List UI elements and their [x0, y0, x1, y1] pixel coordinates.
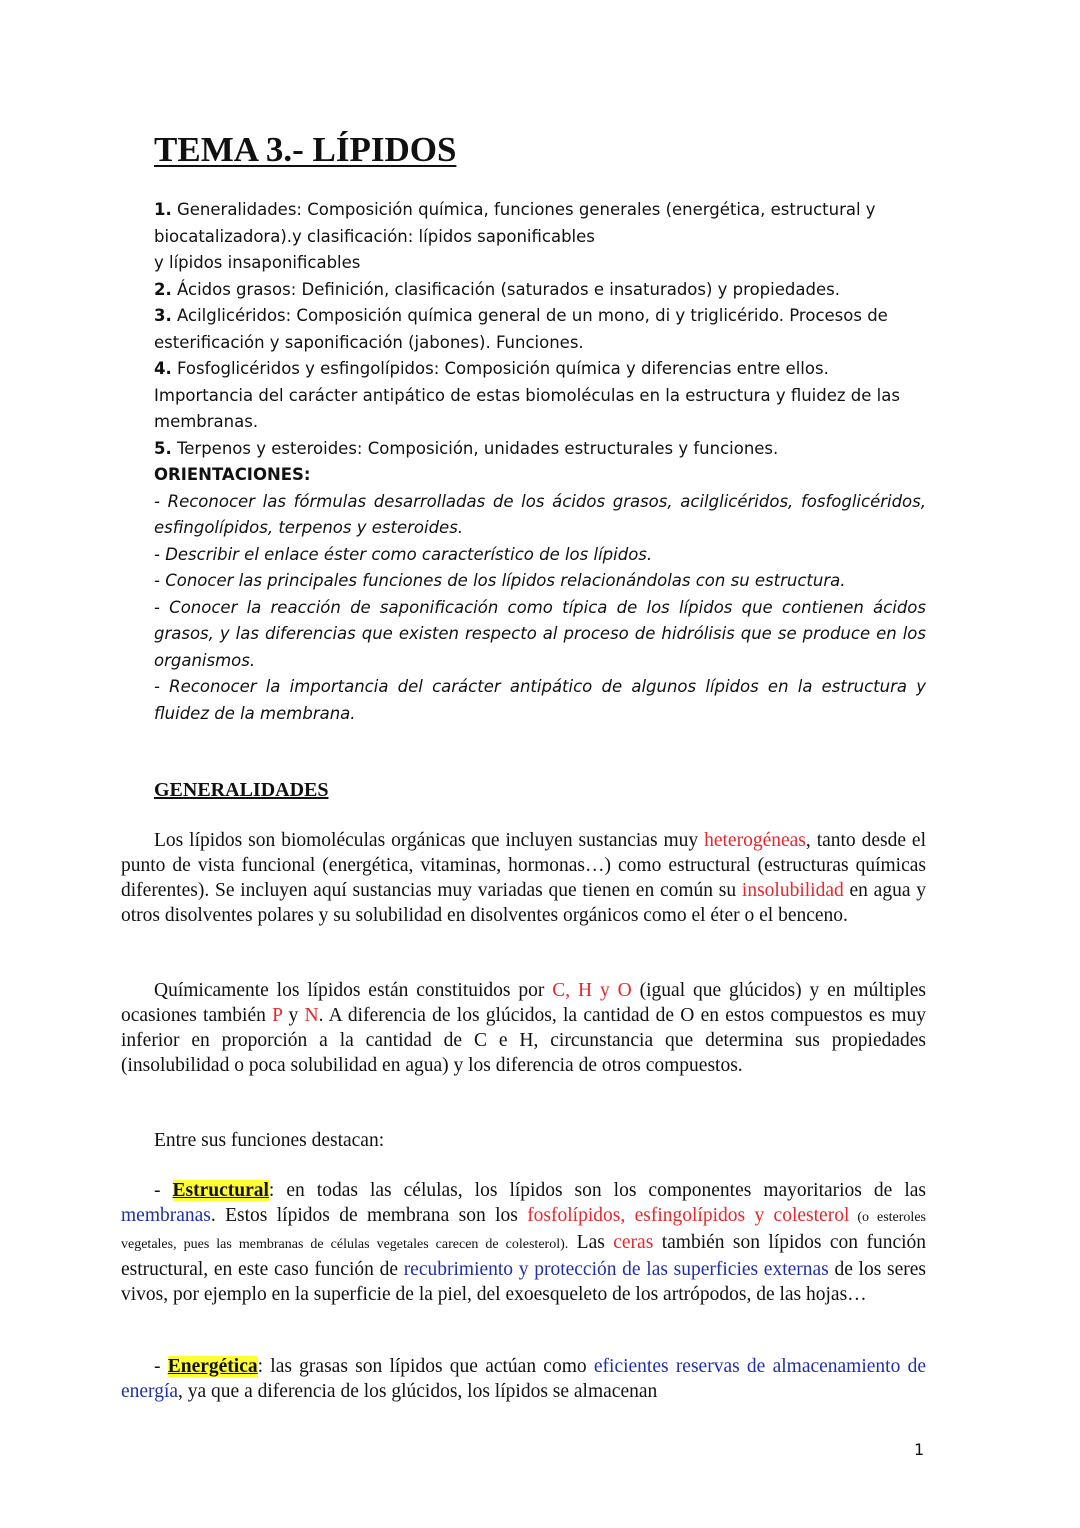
highlight-term: ceras [613, 1232, 654, 1253]
item-number: 1. [154, 200, 172, 219]
page-title: TEMA 3.- LÍPIDOS [154, 130, 457, 169]
syllabus-item [154, 303, 926, 356]
highlighted-term: Estructural [172, 1180, 269, 1201]
highlight-term: heterogéneas [704, 830, 806, 851]
highlight-term: C, H y O [552, 980, 632, 1001]
item-text: y lípidos insaponificables [154, 253, 361, 272]
text-run: y [282, 1005, 305, 1026]
item-text: Acilglicéridos: Composición química general de un mono, di y triglicérido. Procesos de esterificación y saponificación (jabones). Funciones. [154, 306, 888, 352]
page-number: 1 [914, 1440, 925, 1459]
highlight-term: P [272, 1005, 283, 1026]
highlighted-term: Energética [167, 1356, 258, 1377]
highlight-term: eficientes reservas de almacenamiento de energía [121, 1356, 926, 1402]
item-text: Fosfoglicéridos y esfingolípidos: Composición química y diferencias entre ellos. Importancia del carácter antipático de estas biomoléculas en la estructura y fluidez de las membranas. [154, 359, 900, 431]
highlight-term: recubrimiento y protección de las superficies externas [403, 1259, 829, 1280]
item-text: Terpenos y esteroides: Composición, unidades estructurales y funciones. [171, 438, 779, 458]
orientations-heading: ORIENTACIONES: [154, 465, 311, 484]
item-number: 4. [154, 359, 172, 378]
orientation-item: - Describir el enlace éster como característico de los lípidos. [154, 544, 653, 564]
text-run: , tanto desde el punto de vista funcional (energética, vitaminas, hormonas…) como estructural (estructuras químicas diferentes). Se incluyen aquí sustancias muy variadas que tienen en común su [121, 830, 926, 901]
syllabus-item [154, 436, 926, 463]
paragraph-definition [121, 828, 926, 928]
syllabus-item [154, 356, 926, 436]
text-run: : las grasas son lípidos que actúan como [257, 1356, 594, 1377]
text-run: . Estos lípidos de membrana son los [210, 1205, 528, 1226]
text-run: también son lípidos con función estructural, en este caso función de [121, 1232, 927, 1280]
bullet-dash: - [154, 1180, 173, 1201]
text-run: : en todas las células, los lípidos son los componentes mayoritarios de las [268, 1180, 926, 1201]
text-run: . A diferencia de los glúcidos, la cantidad de O en estos compuestos es muy inferior en proporción a la cantidad de C e H, circunstancia que determina sus propiedades (insolubilidad o poca solubilidad en agua) y los diferencia de otros compuestos. [121, 1005, 927, 1076]
text-run: , ya que a diferencia de los glúcidos, los lípidos se almacenan [178, 1381, 658, 1402]
orientation-item: - Conocer la reacción de saponificación como típica de los lípidos que contienen ácidos grasos, y las diferencias que existen respecto al proceso de hidrólisis que se produce en los organismos. [154, 597, 926, 670]
orientation-item: - Conocer las principales funciones de los lípidos relacionándolas con su estructura. [154, 571, 846, 590]
syllabus-item [154, 277, 926, 304]
item-number: 2. [154, 279, 172, 299]
text-run: Químicamente los lípidos están constituidos por [154, 980, 553, 1001]
syllabus-item [154, 197, 926, 250]
paragraph-composition [121, 978, 926, 1078]
orientation-item: - Reconocer las fórmulas desarrolladas de los ácidos grasos, acilglicéridos, fosfoglicéridos, esfingolípidos, terpenos y esteroides. [154, 491, 926, 537]
item-number: 5. [154, 438, 172, 458]
text-run: de los seres vivos, por ejemplo en la superficie de la piel, del exoesqueleto de los artrópodos, de las hojas… [121, 1259, 926, 1305]
paragraph-functions-intro: Entre sus funciones destacan: [154, 1130, 385, 1151]
item-text: Ácidos grasos: Definición, clasificación (saturados e insaturados) y propiedades. [171, 279, 840, 299]
section-heading: GENERALIDADES [154, 779, 329, 801]
text-run: en agua y otros disolventes polares y su solubilidad en disolventes orgánicos como el éter o el benceno. [121, 880, 926, 926]
highlight-term: fosfolípidos, esfingolípidos y colesterol [527, 1205, 850, 1226]
text-run: Las [568, 1232, 614, 1253]
text-run: Los lípidos son biomoléculas orgánicas que incluyen sustancias muy [154, 830, 705, 851]
syllabus-list [154, 197, 926, 727]
highlight-term: insolubilidad [741, 880, 844, 901]
small-note: (o esteroles vegetales, pues las membranas de células vegetales carecen de colesterol). [121, 1210, 926, 1252]
highlight-term: N [304, 1005, 319, 1026]
text-run: (igual que glúcidos) y en múltiples ocasiones también [121, 980, 927, 1026]
syllabus-item [154, 250, 926, 277]
paragraph-energetic [121, 1354, 926, 1404]
item-number: 3. [154, 306, 172, 325]
item-text: Generalidades: Composición química, funciones generales (energética, estructural y biocatalizadora).y clasificación: lípidos saponificables [154, 200, 876, 246]
paragraph-structural [121, 1178, 926, 1307]
bullet-dash: - [154, 1356, 168, 1377]
highlight-term: membranas [121, 1205, 211, 1226]
orientation-item: - Reconocer la importancia del carácter antipático de algunos lípidos en la estructura y fluidez de la membrana. [154, 677, 926, 723]
